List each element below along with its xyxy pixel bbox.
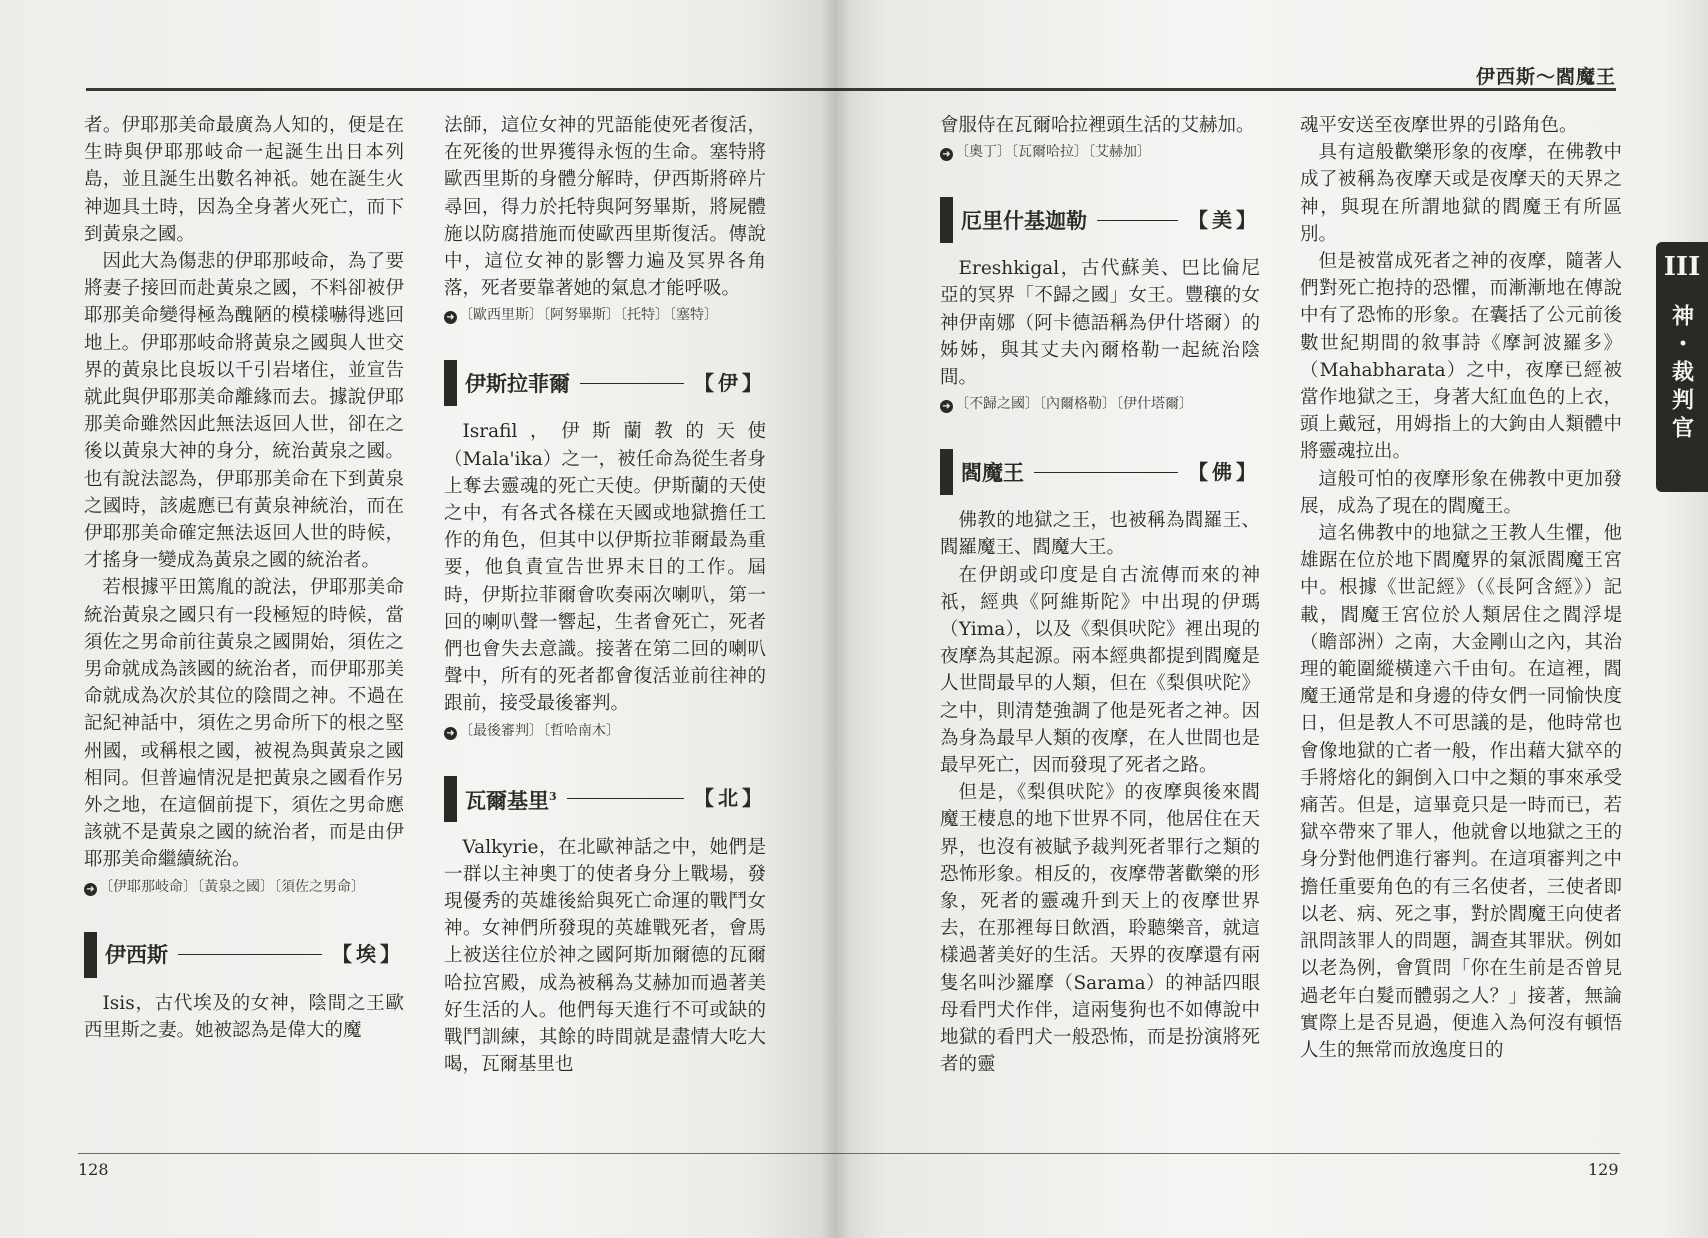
- entry-region: 【北】: [694, 786, 766, 811]
- column-2: [444, 112, 766, 1078]
- entry-name: 伊西斯: [105, 942, 168, 968]
- arrow-icon: ➜: [84, 883, 97, 896]
- reference-link[interactable]: 〔 最後審判 〕: [459, 723, 543, 739]
- bottom-rule: [834, 1153, 1620, 1154]
- paragraph: 這名佛教中的地獄之王教人生懼，他雄踞在位於地下閻魔界的氣派閻魔王宮中。根據《世記經》（《長阿含經》）記載，閻魔王宮位於人類居住之閻浮堤（瞻部洲）之南，大金剛山之內，其治理的範圍縱橫達六千由旬。在這裡，閻魔王通常是和身邊的侍女們一同愉快度日，但是教人不可思議的是，他時常也會像地獄的亡者一般，作出藉大獄卒的手將熔化的銅倒入口中之類的事來承受痛苦。但是，這畢竟只是一時而已，若獄卒帶來了罪人，他就會以地獄之王的身分對他們進行審判。在這項審判之中擔任重要角色的有三名使者，三使者即以老、病、死之事，對於閻魔王向使者訊問該罪人的問題，調查其罪狀。例如以老為例，會質問「你在生前是否曾見過老年白髮而體弱之人？」接著，無論實際上是否見過，便進入為何沒有頓悟人生的無常而放逸度日的: [1300, 523, 1622, 1061]
- heading-bar: [444, 360, 457, 406]
- bottom-rule: [78, 1153, 834, 1154]
- entry-heading: [444, 360, 766, 406]
- arrow-icon: ➜: [444, 311, 457, 324]
- heading-rule: [1097, 220, 1178, 221]
- reference-link[interactable]: 〔 不歸之國 〕: [955, 396, 1039, 412]
- entry-name: 閻魔王: [961, 459, 1024, 485]
- paragraph: 魂平安送至夜摩世界的引路角色。: [1300, 115, 1578, 136]
- cross-reference: [940, 393, 1260, 415]
- chapter-tab: [1656, 242, 1708, 492]
- reference-link[interactable]: 〔 阿努畢斯 〕: [543, 307, 620, 323]
- left-page: [0, 0, 834, 1238]
- paragraph: 佛教的地獄之王，也被稱為閻羅王、閻羅魔王、閻魔大王。: [940, 510, 1260, 559]
- cross-reference: [940, 141, 1260, 163]
- entry-name: 厄里什基迦勒: [961, 207, 1087, 233]
- entry-heading: [940, 449, 1260, 495]
- paragraph: 若根據平田篤胤的說法，伊耶那美命統治黃泉之國只有一段極短的時候，當須佐之男命前往黃泉之國開始，須佐之男命就成為該國的統治者，而伊耶那美命就成為次於其位的陰間之神。不過在記紀神話中，須佐之男命所下的根之堅州國，或稱根之國，被視為與黃泉之國相同。但普遍情況是把黃泉之國看作另外之地，在這個前提下，須佐之男命應該就不是黃泉之國的統治者，而是由伊耶那美命繼續統治。: [84, 577, 404, 871]
- entry-yama: [940, 449, 1260, 1078]
- reference-link[interactable]: 〔 須佐之男命 〕: [274, 879, 365, 895]
- reference-link[interactable]: 〔 歐西里斯 〕: [459, 307, 543, 323]
- paragraph: 法師，這位女神的咒語能使死者復活，在死後的世界獲得永恆的生命。塞特將歐西里斯的身體分解時，伊西斯將碎片尋回，得力於托特與阿努畢斯，將屍體施以防腐措施而使歐西里斯復活。傳說中，這位女神的影響力遍及冥界各角落，死者要靠著她的氣息才能呼吸。: [444, 115, 766, 300]
- paragraph: Valkyrie，在北歐神話之中，她們是一群以主神奧丁的使者身分上戰場，發現優秀的英雄後給與死亡命運的戰鬥女神。女神們所發現的英雄戰死者，會馬上被送往位於神之國阿斯加爾德的瓦爾哈拉宮殿，成為被稱為艾赫加而過著美好生活的人。他們每天進行不可或缺的戰鬥訓練，其餘的時間就是盡情大吃大喝，瓦爾基里也: [444, 836, 766, 1076]
- entry-region: 【伊】: [694, 370, 766, 395]
- cross-reference: [444, 304, 766, 326]
- heading-rule: [1034, 472, 1178, 473]
- column-1: [84, 112, 404, 1044]
- entry-heading: [84, 932, 404, 978]
- reference-link[interactable]: 〔 瓦爾哈拉 〕: [1011, 144, 1088, 160]
- paragraph: 會服侍在瓦爾哈拉裡頭生活的艾赫加。: [940, 115, 1255, 136]
- entry-israfil: [444, 360, 766, 741]
- top-rule: [86, 88, 834, 91]
- reference-link[interactable]: 〔 塞特 〕: [669, 307, 718, 323]
- chapter-label: 神・裁判官: [1668, 304, 1695, 444]
- paragraph: 但是，《梨俱吠陀》的夜摩與後來閻魔王棲息的地下世界不同，他居住在天界，也沒有被賦予裁判死者罪行之類的恐怖形象。相反的，夜摩帶著歡樂的形象，死者的靈魂升到天上的夜摩世界去，在那裡每日飲酒，聆聽樂音，就這樣過著美好的生活。天界的夜摩還有兩隻名叫沙羅摩（Sarama）的神話四眼母看門犬作伴，這兩隻狗也不如傳說中地獄的看門犬一般恐怖，而是扮演將死者的靈: [940, 782, 1260, 1076]
- running-header: 伊西斯～閻魔王: [1475, 66, 1616, 88]
- cross-reference: [444, 720, 766, 742]
- chapter-number: III: [1663, 252, 1701, 282]
- heading-bar: [444, 776, 457, 822]
- entry-valkyrie: [444, 776, 766, 1079]
- reference-link[interactable]: 〔 艾赫加 〕: [1088, 144, 1151, 160]
- entry-name: 伊斯拉菲爾: [465, 370, 570, 396]
- column-4: [1300, 112, 1622, 1064]
- entry-ereshkigal: [940, 197, 1260, 415]
- page-number: 128: [78, 1160, 109, 1179]
- arrow-icon: ➜: [940, 400, 953, 413]
- heading-rule: [178, 954, 322, 955]
- column-3: [940, 112, 1260, 1078]
- paragraph: 但是被當成死者之神的夜摩，隨著人們對死亡抱持的恐懼，而漸漸地在傳說中有了恐怖的形象。在囊括了公元前後數世紀期間的敘事詩《摩訶波羅多》（Mahabharata）之中，夜摩已經被當作地獄之王，身著大紅血色的上衣，頭上戴冠，用姆指上的大鉤由人類體中將靈魂拉出。: [1300, 251, 1622, 463]
- reference-link[interactable]: 〔 哲哈南木 〕: [543, 723, 620, 739]
- right-page: [834, 0, 1708, 1238]
- reference-link[interactable]: 〔 伊耶那岐命 〕: [99, 879, 197, 895]
- reference-link[interactable]: 〔 伊什塔爾 〕: [1116, 396, 1193, 412]
- page-number: 129: [1588, 1160, 1619, 1179]
- paragraph: 者。伊耶那美命最廣為人知的，便是在生時與伊耶那岐命一起誕生出日本列島，並且誕生出數名神祇。她在誕生火神迦具土時，因為全身著火死亡，而下到黃泉之國。: [84, 115, 404, 245]
- entry-heading: [940, 197, 1260, 243]
- heading-rule: [580, 383, 684, 384]
- entry-isis: [84, 932, 404, 1044]
- reference-link[interactable]: 〔 內爾格勒 〕: [1039, 396, 1116, 412]
- entry-region: 【佛】: [1188, 459, 1260, 484]
- paragraph: 這般可怕的夜摩形象在佛教中更加發展，成為了現在的閻魔王。: [1300, 468, 1622, 517]
- entry-name: [465, 783, 557, 814]
- heading-rule: [567, 798, 684, 799]
- book-gutter: [820, 0, 850, 1238]
- paragraph: Israfil，伊斯蘭教的天使（Mala'ika）之一，被任命為從生者身上奪去靈魂的死亡天使。伊斯蘭的天使之中，有各式各樣在天國或地獄擔任工作的角色，但其中以伊斯拉菲爾最為重要，他負責宣告世界末日的工作。屆時，伊斯拉菲爾會吹奏兩次喇叭，第一回的喇叭聲一響起，生者會死亡，死者們也會失去意識。接著在第二回的喇叭聲中，所有的死者都會復活並前往神的跟前，接受最後審判。: [444, 421, 766, 715]
- heading-bar: [940, 449, 953, 495]
- reference-link[interactable]: 〔 黃泉之國 〕: [197, 879, 274, 895]
- entry-region: 【美】: [1188, 207, 1260, 232]
- cross-reference: [84, 876, 404, 898]
- paragraph: 具有這般歡樂形象的夜摩，在佛教中成了被稱為夜摩天或是夜摩天的天界之神，與現在所謂地獄的閻魔王有所區別。: [1300, 142, 1622, 245]
- heading-bar: [84, 932, 97, 978]
- heading-bar: [940, 197, 953, 243]
- footnote-marker: 3: [549, 790, 557, 804]
- paragraph: 因此大為傷悲的伊耶那岐命，為了要將妻子接回而赴黃泉之國，不料卻被伊耶那美命變得極為醜陋的模樣嚇得逃回地上。伊耶那岐命將黃泉之國與人世交界的黃泉比良坂以千引岩堵住，並宣告就此與伊耶那美命離緣而去。據說伊耶那美命雖然因此無法返回人世，卻在之後以黃泉大神的身分，統治黃泉之國。也有說法認為，伊耶那美命在下到黃泉之國時，該處應已有黃泉神統治，而在伊耶那美命確定無法返回人世的時候，才搖身一變成為黃泉之國的統治者。: [84, 251, 404, 572]
- reference-link[interactable]: 〔 奧丁 〕: [955, 144, 1011, 160]
- entry-name-text: 瓦爾基里: [465, 788, 549, 814]
- arrow-icon: ➜: [940, 148, 953, 161]
- entry-heading: [444, 776, 766, 822]
- paragraph: Isis，古代埃及的女神，陰間之王歐西里斯之妻。她被認為是偉大的魔: [84, 992, 404, 1041]
- arrow-icon: ➜: [444, 727, 457, 740]
- paragraph: 在伊朗或印度是自古流傳而來的神祇，經典《阿維斯陀》中出現的伊瑪（Yima），以及《梨俱吠陀》裡出現的夜摩為其起源。兩本經典都提到閻魔是人世間最早的人類，但在《梨俱吠陀》之中，則清楚強調了他是死者之神。因為身為最早人類的夜摩，在人世間也是最早死亡，因而發現了死者之路。: [940, 564, 1260, 777]
- reference-link[interactable]: 〔 托特 〕: [620, 307, 669, 323]
- paragraph: Ereshkigal，古代蘇美、巴比倫尼亞的冥界「不歸之國」女王。豐穰的女神伊南娜（阿卡德語稱為伊什塔爾）的姊姊，與其丈夫內爾格勒一起統治陰間。: [940, 258, 1260, 389]
- entry-region: 【埃】: [332, 942, 404, 967]
